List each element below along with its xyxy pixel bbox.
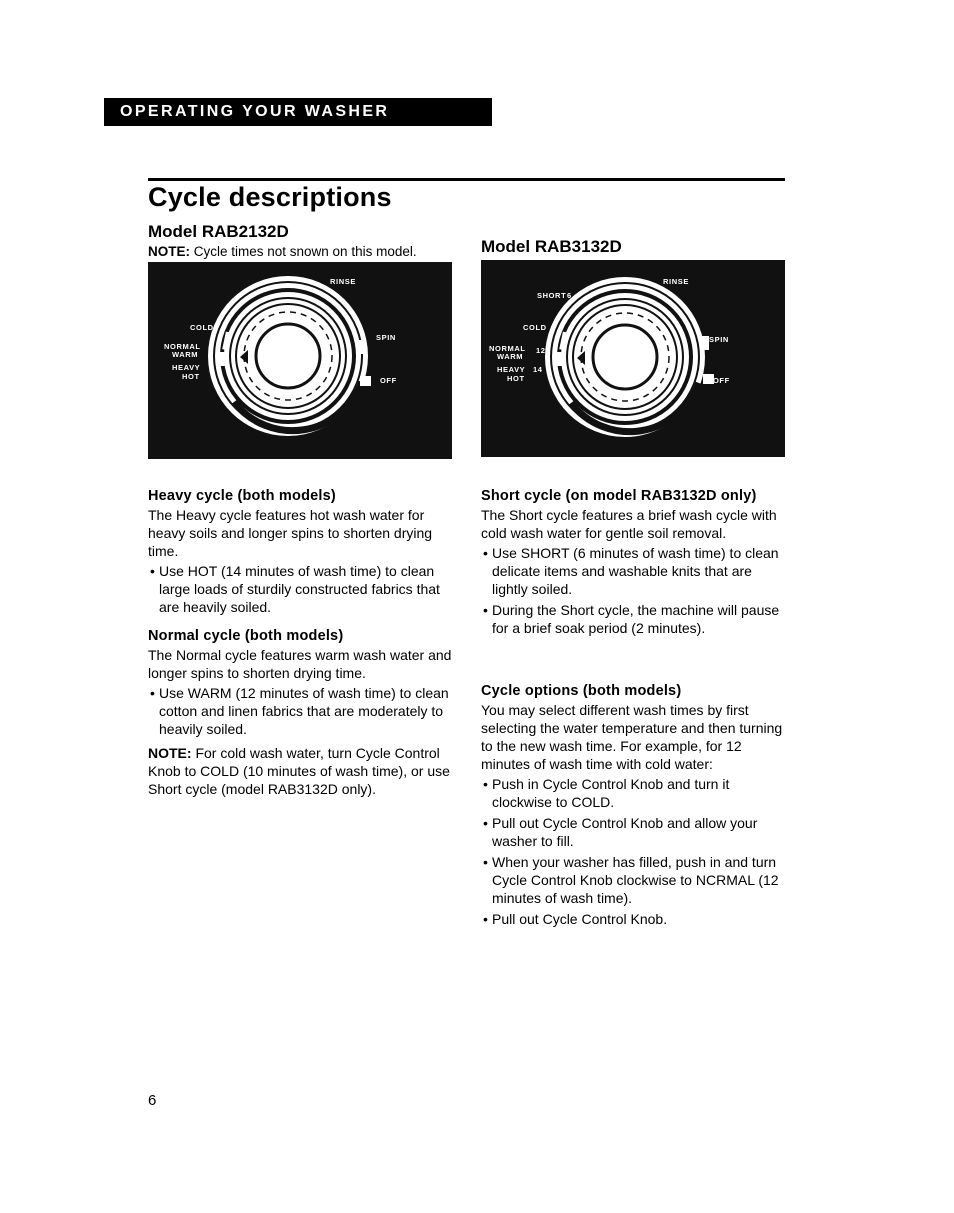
left-model-header <box>148 222 458 260</box>
normal-label: NORMAL <box>489 344 526 353</box>
short-minutes: 6 <box>567 291 572 300</box>
spin-label: SPIN <box>709 335 729 344</box>
heavy-minutes: 14 <box>533 365 543 374</box>
right-model-heading: Model RAB3132D <box>481 237 622 256</box>
list-item: • Use SHORT (6 minutes of wash time) to clean delicate items and washable knits that are lightly soiled. <box>481 544 791 598</box>
normal-minutes: 12 <box>536 346 546 355</box>
short-cycle-bullets <box>481 544 791 637</box>
cycle-options-text: You may select different wash times by first selecting the water temperature and then turning to the new wash time. For example, for 12 minutes of wash time with cold water: <box>481 702 783 772</box>
rinse-label: RINSE <box>330 277 356 286</box>
right-dial-illustration <box>481 260 785 457</box>
right-model-header <box>481 237 791 257</box>
normal-cycle-text: The Normal cycle features warm wash water and longer spins to shorten drying time. <box>148 647 452 681</box>
off-label: OFF <box>380 376 397 385</box>
list-item: • Pull out Cycle Control Knob. <box>481 910 787 928</box>
page-title: Cycle descriptions <box>148 182 392 212</box>
hot-label: HOT <box>507 374 525 383</box>
heavy-label: HEAVY <box>172 363 201 372</box>
normal-label: NORMAL <box>164 342 201 351</box>
off-label: OFF <box>713 376 730 385</box>
cycle-options-section <box>481 682 787 931</box>
cycle-options-heading: Cycle options (both models) <box>481 683 682 699</box>
heavy-cycle-heading: Heavy cycle (both models) <box>148 488 336 504</box>
short-cycle-section <box>481 487 791 640</box>
heavy-cycle-section <box>148 487 458 619</box>
normal-cycle-note <box>148 744 458 798</box>
heavy-label: HEAVY <box>497 365 526 374</box>
cycle-control-knob-icon <box>481 260 785 457</box>
list-item: • Pull out Cycle Control Knob and allow your washer to fill. <box>481 814 787 850</box>
left-dial-illustration <box>148 262 452 459</box>
cold-label: COLD <box>523 323 547 332</box>
note-label: NOTE: <box>148 745 192 761</box>
list-item: • During the Short cycle, the machine will pause for a brief soak period (2 minutes). <box>481 601 791 637</box>
normal-cycle-bullets <box>148 684 458 738</box>
left-model-note <box>148 243 458 260</box>
list-item: • When your washer has filled, push in and turn Cycle Control Knob clockwise to NCRMAL (12 minutes of wash time). <box>481 853 787 907</box>
warm-label: WARM <box>172 350 199 359</box>
short-cycle-heading: Short cycle (on model RAB3132D only) <box>481 488 757 504</box>
normal-cycle-section <box>148 627 458 798</box>
left-model-heading: Model RAB2132D <box>148 222 289 241</box>
short-label: SHORT <box>537 291 567 300</box>
short-cycle-text: The Short cycle features a brief wash cycle with cold wash water for gentle soil removal. <box>481 507 777 541</box>
cycle-control-knob-icon <box>148 262 452 459</box>
normal-cycle-heading: Normal cycle (both models) <box>148 628 344 644</box>
list-item: • Push in Cycle Control Knob and turn it clockwise to COLD. <box>481 775 787 811</box>
note-text: For cold wash water, turn Cycle Control Knob to COLD (10 minutes of wash time), or use Short cycle (model RAB3132D only). <box>148 745 450 797</box>
section-banner: OPERATING YOUR WASHER <box>104 98 492 126</box>
note-text: Cycle times not snown on this model. <box>190 244 417 259</box>
hot-label: HOT <box>182 372 200 381</box>
title-rule <box>148 178 785 181</box>
rinse-label: RINSE <box>663 277 689 286</box>
heavy-cycle-bullets <box>148 562 458 616</box>
list-item: • Use WARM (12 minutes of wash time) to clean cotton and linen fabrics that are moderately to heavily soiled. <box>148 684 458 738</box>
list-item: • Use HOT (14 minutes of wash time) to clean large loads of sturdily constructed fabrics that are heavily soiled. <box>148 562 458 616</box>
warm-label: WARM <box>497 352 524 361</box>
spin-label: SPIN <box>376 333 396 342</box>
page-number: 6 <box>148 1092 157 1109</box>
heavy-cycle-text: The Heavy cycle features hot wash water for heavy soils and longer spins to shorten drying time. <box>148 507 433 559</box>
cycle-options-bullets <box>481 775 787 928</box>
cold-label: COLD <box>190 323 214 332</box>
note-label: NOTE: <box>148 244 190 259</box>
